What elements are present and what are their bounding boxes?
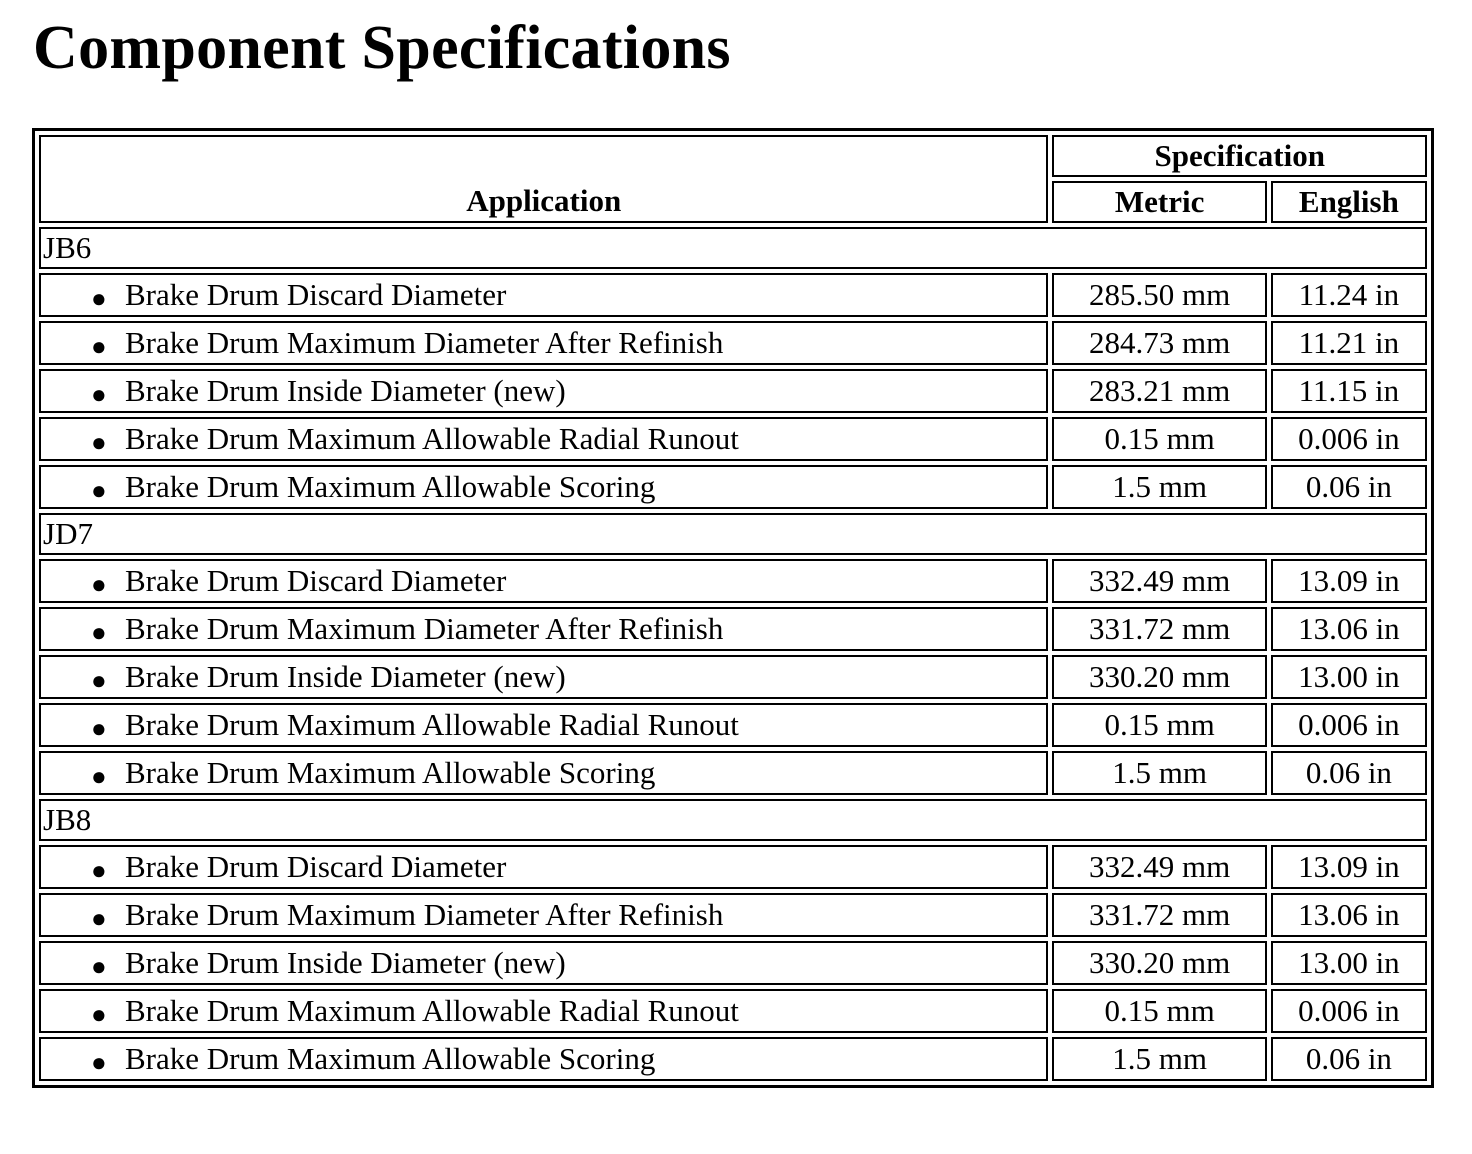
- table-row: [39, 941, 1427, 985]
- metric-value: 0.15 mm: [1052, 417, 1266, 461]
- english-value: 11.15 in: [1271, 369, 1427, 413]
- metric-value: 330.20 mm: [1052, 941, 1266, 985]
- english-value: 0.006 in: [1271, 703, 1427, 747]
- bullet-icon: ●: [91, 427, 107, 457]
- application-label: Brake Drum Maximum Allowable Scoring: [125, 755, 656, 791]
- table-row: [39, 1037, 1427, 1081]
- table-row: [39, 751, 1427, 795]
- metric-value: 1.5 mm: [1052, 465, 1266, 509]
- english-value: 13.00 in: [1271, 941, 1427, 985]
- english-value: 0.06 in: [1271, 465, 1427, 509]
- metric-header: Metric: [1052, 181, 1266, 223]
- application-cell: [39, 893, 1048, 937]
- table-row: [39, 607, 1427, 651]
- english-value: 0.06 in: [1271, 751, 1427, 795]
- english-value: 13.00 in: [1271, 655, 1427, 699]
- metric-value: 285.50 mm: [1052, 273, 1266, 317]
- application-cell: [39, 273, 1048, 317]
- table-row: [39, 655, 1427, 699]
- application-label: Brake Drum Maximum Diameter After Refinish: [125, 611, 724, 647]
- bullet-icon: ●: [91, 713, 107, 743]
- application-label: Brake Drum Maximum Allowable Scoring: [125, 1041, 656, 1077]
- metric-value: 1.5 mm: [1052, 1037, 1266, 1081]
- application-cell: [39, 321, 1048, 365]
- spec-body: [39, 227, 1427, 1081]
- group-row: [39, 799, 1427, 841]
- application-label: Brake Drum Maximum Allowable Radial Runout: [125, 707, 739, 743]
- english-value: 11.21 in: [1271, 321, 1427, 365]
- bullet-icon: ●: [91, 475, 107, 505]
- page-title: Component Specifications: [33, 14, 731, 82]
- metric-value: 331.72 mm: [1052, 893, 1266, 937]
- application-cell: [39, 465, 1048, 509]
- table-row: [39, 893, 1427, 937]
- header-row-top: [39, 135, 1427, 177]
- application-label: Brake Drum Inside Diameter (new): [125, 659, 566, 695]
- english-value: 13.06 in: [1271, 607, 1427, 651]
- application-label: Brake Drum Maximum Allowable Radial Runout: [125, 421, 739, 457]
- bullet-icon: ●: [91, 1047, 107, 1077]
- application-label: Brake Drum Discard Diameter: [125, 563, 507, 599]
- bullet-icon: ●: [91, 665, 107, 695]
- metric-value: 330.20 mm: [1052, 655, 1266, 699]
- table-row: [39, 273, 1427, 317]
- application-header: Application: [39, 135, 1048, 223]
- group-row: [39, 227, 1427, 269]
- table-row: [39, 465, 1427, 509]
- application-cell: [39, 1037, 1048, 1081]
- application-cell: [39, 559, 1048, 603]
- table-row: [39, 989, 1427, 1033]
- application-cell: [39, 845, 1048, 889]
- bullet-icon: ●: [91, 903, 107, 933]
- bullet-icon: ●: [91, 379, 107, 409]
- bullet-icon: ●: [91, 761, 107, 791]
- group-row: [39, 513, 1427, 555]
- application-cell: [39, 941, 1048, 985]
- english-value: 11.24 in: [1271, 273, 1427, 317]
- bullet-icon: ●: [91, 569, 107, 599]
- group-label: JB6: [39, 227, 1427, 269]
- table-row: [39, 417, 1427, 461]
- application-label: Brake Drum Maximum Allowable Radial Runout: [125, 993, 739, 1029]
- bullet-icon: ●: [91, 951, 107, 981]
- english-value: 13.09 in: [1271, 559, 1427, 603]
- application-label: Brake Drum Maximum Diameter After Refinish: [125, 897, 724, 933]
- english-value: 13.09 in: [1271, 845, 1427, 889]
- application-cell: [39, 369, 1048, 413]
- english-value: 13.06 in: [1271, 893, 1427, 937]
- application-label: Brake Drum Maximum Allowable Scoring: [125, 469, 656, 505]
- bullet-icon: ●: [91, 999, 107, 1029]
- metric-value: 1.5 mm: [1052, 751, 1266, 795]
- application-cell: [39, 989, 1048, 1033]
- english-value: 0.006 in: [1271, 989, 1427, 1033]
- metric-value: 284.73 mm: [1052, 321, 1266, 365]
- table-row: [39, 845, 1427, 889]
- english-value: 0.006 in: [1271, 417, 1427, 461]
- application-label: Brake Drum Discard Diameter: [125, 277, 507, 313]
- metric-value: 0.15 mm: [1052, 989, 1266, 1033]
- bullet-icon: ●: [91, 617, 107, 647]
- table-row: [39, 559, 1427, 603]
- metric-value: 332.49 mm: [1052, 559, 1266, 603]
- table-row: [39, 703, 1427, 747]
- group-label: JD7: [39, 513, 1427, 555]
- bullet-icon: ●: [91, 283, 107, 313]
- application-cell: [39, 417, 1048, 461]
- group-label: JB8: [39, 799, 1427, 841]
- application-label: Brake Drum Maximum Diameter After Refinish: [125, 325, 724, 361]
- metric-value: 331.72 mm: [1052, 607, 1266, 651]
- application-label: Brake Drum Inside Diameter (new): [125, 945, 566, 981]
- metric-value: 283.21 mm: [1052, 369, 1266, 413]
- metric-value: 0.15 mm: [1052, 703, 1266, 747]
- bullet-icon: ●: [91, 331, 107, 361]
- metric-value: 332.49 mm: [1052, 845, 1266, 889]
- spec-table: [32, 128, 1434, 1088]
- application-cell: [39, 607, 1048, 651]
- application-label: Brake Drum Inside Diameter (new): [125, 373, 566, 409]
- table-row: [39, 369, 1427, 413]
- bullet-icon: ●: [91, 855, 107, 885]
- english-value: 0.06 in: [1271, 1037, 1427, 1081]
- table-row: [39, 321, 1427, 365]
- application-cell: [39, 751, 1048, 795]
- application-cell: [39, 703, 1048, 747]
- application-cell: [39, 655, 1048, 699]
- specification-header: Specification: [1052, 135, 1427, 177]
- english-header: English: [1271, 181, 1427, 223]
- application-label: Brake Drum Discard Diameter: [125, 849, 507, 885]
